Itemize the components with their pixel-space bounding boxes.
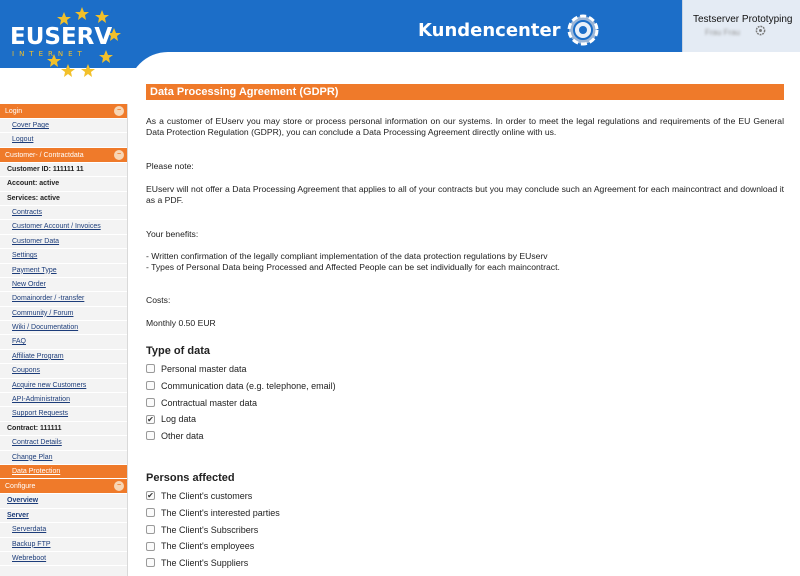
persons-option[interactable]: [146, 557, 248, 569]
sidebar-item-overview[interactable]: Overview: [0, 494, 127, 508]
costs-label: Costs:: [146, 295, 171, 305]
type-option[interactable]: [146, 380, 336, 392]
persons-checkbox[interactable]: [146, 508, 155, 517]
sidebar-item-customer-account[interactable]: Customer Account / Invoices: [0, 220, 127, 234]
type-checkbox[interactable]: [146, 364, 155, 373]
persons-checkbox[interactable]: [146, 558, 155, 567]
sidebar-section-configure[interactable]: [0, 479, 127, 494]
collapse-icon[interactable]: −: [114, 106, 124, 116]
contract-id: Contract: 111111: [0, 422, 127, 436]
sidebar-item-payment-type[interactable]: Payment Type: [0, 264, 127, 278]
gear-icon: [564, 11, 602, 49]
header-curve: [128, 52, 800, 112]
sidebar-section-login[interactable]: [0, 104, 127, 119]
type-option[interactable]: [146, 397, 257, 409]
checkbox-label: Contractual master data: [161, 397, 258, 408]
intro-text: As a customer of EUserv you may store or process personal information on our systems. In order to meet the legal regulations and requirements of the EU General Data Protection Regulation (GDPR), you can conclude a Data Processing Agreement directly online with us.: [146, 116, 784, 137]
sidebar-item-data-protection[interactable]: Data Protection: [0, 465, 127, 479]
note-text: EUserv will not offer a Data Processing Agreement that applies to all of your contracts but you may conclude such an Agreement for each maincontract and download it as a PDF.: [146, 184, 784, 205]
type-option[interactable]: [146, 363, 247, 375]
checkbox-label: The Client's customers: [161, 491, 253, 501]
persons-checkbox[interactable]: [146, 525, 155, 534]
type-checkbox[interactable]: ✔: [147, 414, 154, 424]
sidebar-item-acquire[interactable]: Acquire new Customers: [0, 379, 127, 393]
benefits-label: Your benefits:: [146, 229, 199, 239]
sidebar-item-domainorder[interactable]: Domainorder / -transfer: [0, 292, 127, 306]
checkbox-label: Log data: [161, 414, 197, 425]
sidebar-item-support[interactable]: Support Requests: [0, 407, 127, 421]
sidebar-item-webreboot[interactable]: Webreboot: [0, 552, 127, 566]
section-label: Login: [5, 108, 23, 115]
section-title: Data Processing Agreement (GDPR): [146, 84, 784, 100]
sidebar-item-settings[interactable]: Settings: [0, 249, 127, 263]
sidebar-item-community[interactable]: Community / Forum: [0, 307, 127, 321]
sidebar-item-contracts[interactable]: Contracts: [0, 206, 127, 220]
logo-sub: INTERNET: [12, 50, 87, 58]
account-status: Account: active: [0, 177, 127, 191]
persons-heading: Persons affected: [146, 472, 235, 484]
sidebar-item-logout[interactable]: Logout: [0, 133, 127, 147]
persons-option[interactable]: [146, 540, 254, 552]
sidebar-item-server[interactable]: Server: [0, 509, 127, 523]
sidebar-item-serverdata[interactable]: Serverdata: [0, 523, 127, 537]
checkbox-label: Personal master data: [161, 364, 247, 374]
benefit-2: - Types of Personal Data being Processed and Affected People can be set individually for each maincontract.: [146, 262, 560, 272]
checkbox-label: The Client's Subscribers: [161, 524, 259, 535]
customer-id: Customer ID: 111111 11: [0, 163, 127, 177]
sidebar-item-customer-data[interactable]: Customer Data: [0, 235, 127, 249]
persons-option[interactable]: [146, 490, 252, 502]
persons-option[interactable]: [146, 524, 258, 536]
checkbox-label: The Client's Suppliers: [161, 558, 249, 569]
persons-checkbox[interactable]: ✔: [147, 491, 154, 501]
sidebar: [0, 104, 128, 576]
sidebar-item-coupons[interactable]: Coupons: [0, 364, 127, 378]
collapse-icon[interactable]: −: [114, 481, 124, 491]
checkbox-label: The Client's employees: [161, 541, 255, 552]
persons-option[interactable]: [146, 507, 280, 519]
sidebar-section-customer[interactable]: [0, 148, 127, 163]
checkbox-label: Communication data (e.g. telephone, email): [161, 380, 336, 391]
note-label: Please note:: [146, 161, 194, 171]
euserv-logo[interactable]: [4, 2, 128, 82]
services-status: Services: active: [0, 192, 127, 206]
logo-main: EUSERV: [10, 24, 113, 50]
section-label: Customer- / Contractdata: [5, 151, 84, 159]
type-checkbox[interactable]: [146, 381, 155, 390]
collapse-icon[interactable]: −: [114, 150, 124, 160]
type-heading: Type of data: [146, 345, 210, 357]
sidebar-item-api[interactable]: API-Administration: [0, 393, 127, 407]
server-box: [682, 0, 800, 52]
sidebar-item-wiki[interactable]: Wiki / Documentation: [0, 321, 127, 335]
server-name: Testserver Prototyping: [693, 14, 793, 25]
main-content: [146, 84, 784, 569]
persons-checkbox[interactable]: [146, 542, 155, 551]
type-option[interactable]: [146, 413, 196, 425]
sidebar-item-change-plan[interactable]: Change Plan: [0, 451, 127, 465]
logo-text: [10, 24, 113, 58]
user-name: Frau Frau: [705, 28, 741, 37]
type-checkbox[interactable]: [146, 398, 155, 407]
sidebar-item-affiliate[interactable]: Affiliate Program: [0, 350, 127, 364]
type-option[interactable]: [146, 430, 204, 442]
checkbox-label: Other data: [161, 431, 204, 442]
page-title: Kundencenter: [418, 20, 561, 41]
sidebar-item-new-order[interactable]: New Order: [0, 278, 127, 292]
checkbox-label: The Client's interested parties: [161, 507, 280, 518]
sidebar-item-contract-details[interactable]: Contract Details: [0, 436, 127, 450]
sidebar-item-faq[interactable]: FAQ: [0, 335, 127, 349]
section-label: Configure: [5, 483, 36, 491]
settings-gear-icon[interactable]: [755, 25, 766, 36]
costs-value: Monthly 0.50 EUR: [146, 318, 216, 328]
type-checkbox[interactable]: [146, 431, 155, 440]
sidebar-item-backup-ftp[interactable]: Backup FTP: [0, 538, 127, 552]
benefit-1: - Written confirmation of the legally compliant implementation of the data protection regulations by EUserv: [146, 251, 548, 261]
sidebar-item-cover-page[interactable]: Cover Page: [0, 119, 127, 133]
